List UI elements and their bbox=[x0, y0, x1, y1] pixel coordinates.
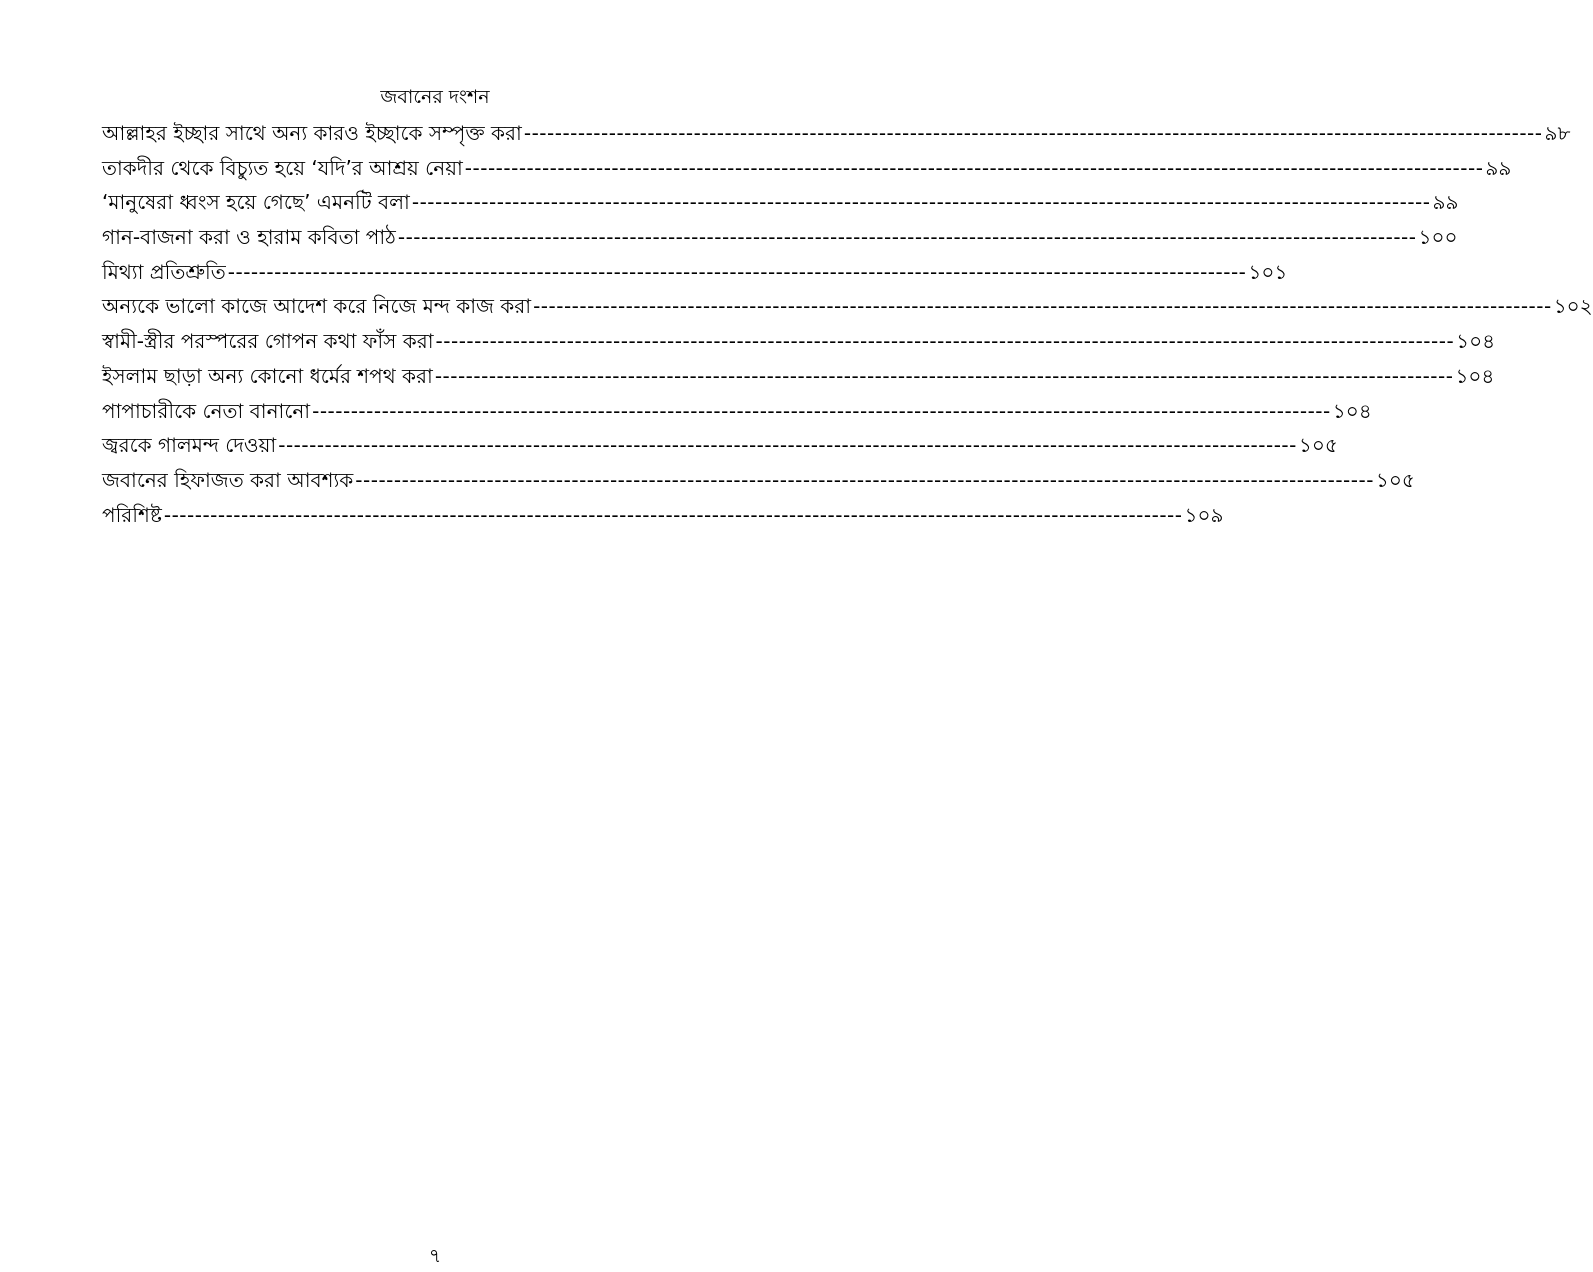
toc-entry-title: আল্লাহর ইচ্ছার সাথে অন্য কারও ইচ্ছাকে সম্পৃক্ত করা bbox=[102, 121, 522, 145]
toc-leader-dots: ------------------------------------------------------------------------------------------------------------------------------------ bbox=[411, 190, 1431, 215]
toc-entry bbox=[102, 289, 1593, 324]
toc-leader-dots: ------------------------------------------------------------------------------------------------------------------------------------ bbox=[533, 294, 1552, 319]
toc-entry-page: ১০১ bbox=[1248, 259, 1288, 284]
toc-leader-dots: ------------------------------------------------------------------------------------------------------------------------------------ bbox=[434, 363, 1454, 388]
toc-entry-page: ৯৯ bbox=[1432, 190, 1459, 215]
toc-entry-title: ‘মানুষেরা ধ্বংস হয়ে গেছে’ এমনটি বলা bbox=[102, 190, 410, 215]
toc-entry bbox=[102, 463, 1415, 498]
toc-entry-page: ১০৪ bbox=[1456, 329, 1496, 354]
table-of-contents bbox=[102, 116, 1593, 532]
toc-leader-dots: ------------------------------------------------------------------------------------------------------------------------------------ bbox=[278, 433, 1297, 458]
toc-entry-title: তাকদীর থেকে বিচ্যুত হয়ে ‘যদি’র আশ্রয় নেয়া bbox=[102, 155, 463, 180]
toc-entry-title: মিথ্যা প্রতিশ্রুতি bbox=[102, 259, 226, 284]
toc-leader-dots: ------------------------------------------------------------------------------------------------------------------------------------ bbox=[464, 155, 1484, 180]
toc-entry-page: ১০২ bbox=[1553, 294, 1593, 319]
toc-entry bbox=[102, 185, 1459, 220]
toc-leader-dots: ------------------------------------------------------------------------------------------------------------------------------------ bbox=[355, 467, 1374, 492]
toc-entry bbox=[102, 359, 1495, 394]
toc-entry-page: ১০৫ bbox=[1298, 433, 1338, 458]
toc-leader-dots: ------------------------------------------------------------------------------------------------------------------------------------ bbox=[312, 398, 1331, 423]
toc-entry bbox=[102, 220, 1458, 255]
toc-entry-title: পরিশিষ্ট bbox=[102, 502, 162, 527]
toc-entry-title: জ্বরকে গালমন্দ দেওয়া bbox=[102, 433, 277, 458]
toc-leader-dots: ------------------------------------------------------------------------------------------------------------------------------------ bbox=[163, 502, 1183, 527]
toc-entry-page: ৯৮ bbox=[1544, 121, 1571, 145]
toc-entry-title: গান-বাজনা করা ও হারাম কবিতা পাঠ bbox=[102, 225, 396, 250]
toc-entry-page: ১০৯ bbox=[1184, 502, 1224, 527]
toc-entry bbox=[102, 498, 1224, 533]
toc-entry bbox=[102, 324, 1496, 359]
toc-entry-title: স্বামী-স্ত্রীর পরস্পরের গোপন কথা ফাঁস করা bbox=[102, 329, 434, 354]
toc-entry-title: জবানের হিফাজত করা আবশ্যক bbox=[102, 467, 354, 492]
toc-entry-page: ১০৫ bbox=[1375, 467, 1415, 492]
toc-leader-dots: ------------------------------------------------------------------------------------------------------------------------------------ bbox=[435, 329, 1455, 354]
toc-leader-dots: ------------------------------------------------------------------------------------------------------------------------------------ bbox=[397, 225, 1417, 250]
toc-leader-dots: ------------------------------------------------------------------------------------------------------------------------------------ bbox=[227, 259, 1247, 284]
page-number: ৭ bbox=[428, 1245, 442, 1267]
toc-entry-page: ১০৪ bbox=[1332, 398, 1372, 423]
toc-entry bbox=[102, 151, 1512, 186]
toc-entry bbox=[102, 255, 1288, 290]
toc-entry bbox=[102, 116, 1571, 151]
running-head: জবানের দংশন bbox=[380, 86, 490, 108]
toc-entry-title: অন্যকে ভালো কাজে আদেশ করে নিজে মন্দ কাজ করা bbox=[102, 294, 532, 319]
toc-entry bbox=[102, 428, 1338, 463]
toc-entry-title: ইসলাম ছাড়া অন্য কোনো ধর্মের শপথ করা bbox=[102, 363, 433, 388]
toc-entry-title: পাপাচারীকে নেতা বানানো bbox=[102, 398, 311, 423]
toc-entry-page: ১০৪ bbox=[1455, 363, 1495, 388]
toc-entry-page: ৯৯ bbox=[1485, 155, 1512, 180]
toc-entry bbox=[102, 394, 1372, 429]
toc-leader-dots: ------------------------------------------------------------------------------------------------------------------------------------ bbox=[523, 121, 1543, 145]
toc-entry-page: ১০০ bbox=[1418, 225, 1458, 250]
